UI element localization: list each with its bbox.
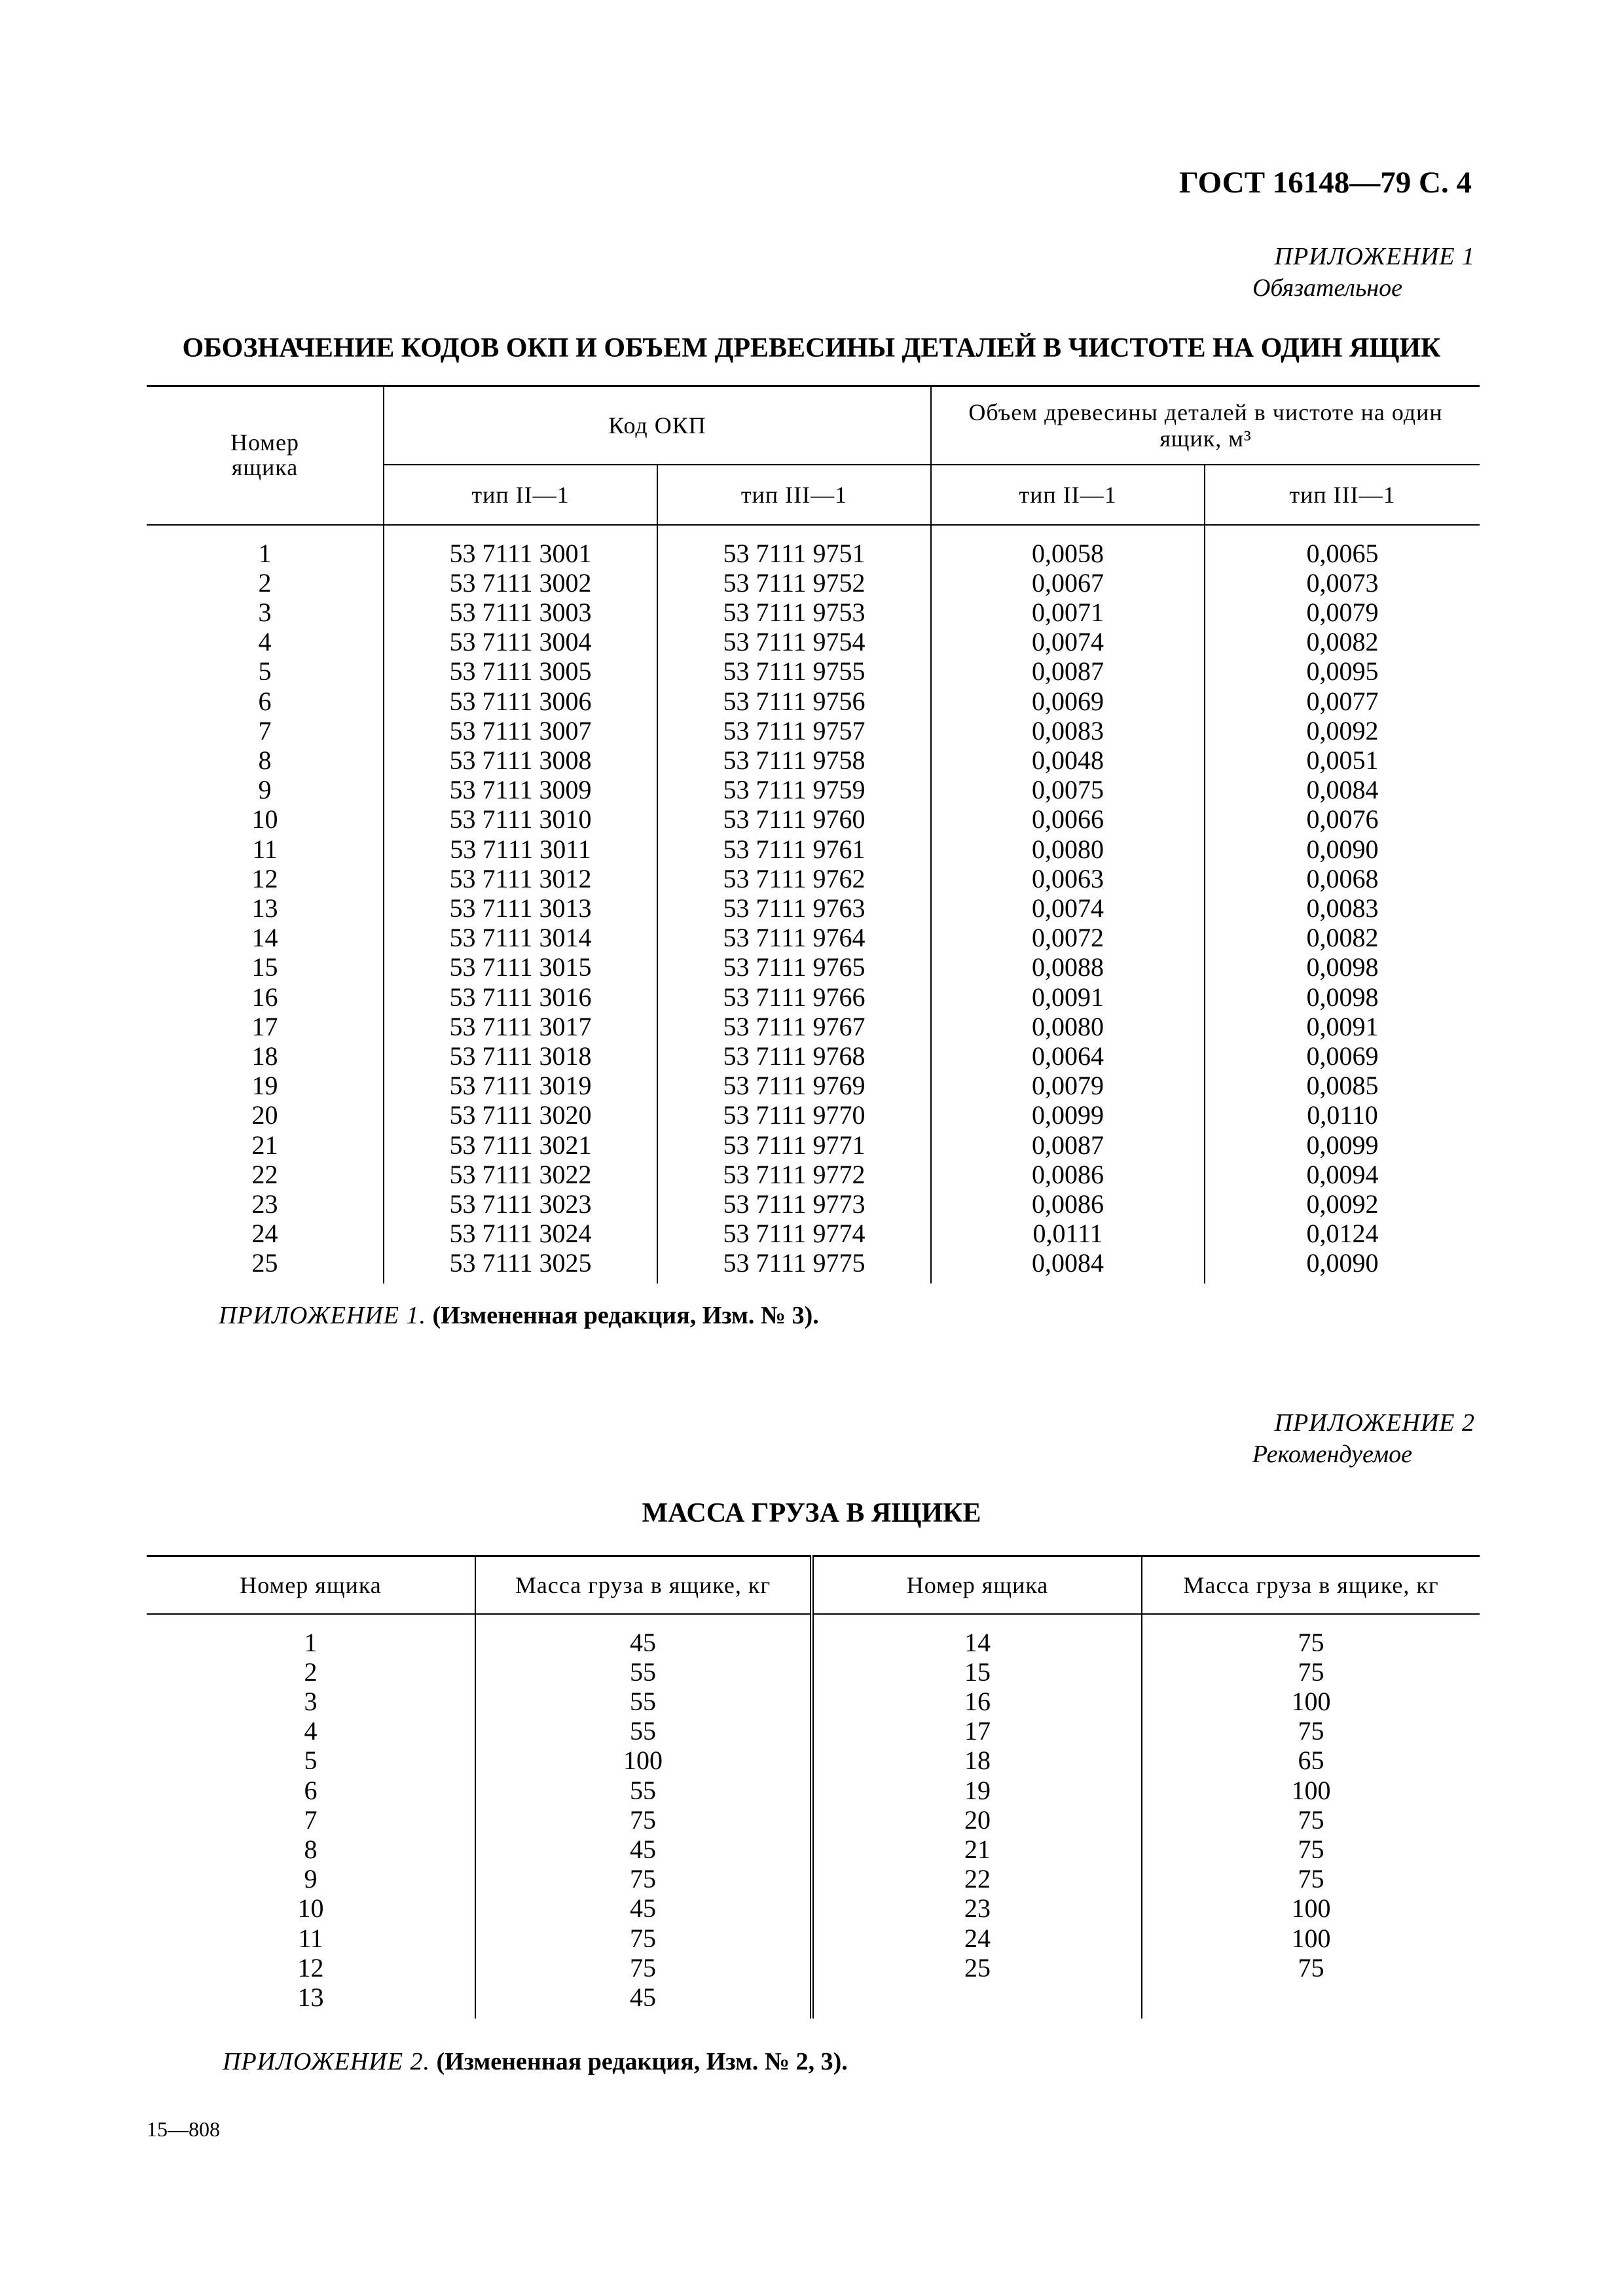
table-cell: 9 — [304, 1864, 318, 1894]
header-volume-type-ii: тип II—1 — [931, 465, 1205, 525]
table-cell: 0,0067 — [1032, 567, 1104, 598]
table-cell: 15 — [964, 1657, 991, 1687]
table-cell: 0,0088 — [1032, 952, 1104, 982]
table-cell: 0,0110 — [1307, 1100, 1378, 1130]
table-cell: 5 — [258, 656, 272, 687]
table-cell: 20 — [251, 1100, 278, 1130]
table-cell: 53 7111 9755 — [723, 656, 866, 687]
header-okp-type-iii: тип III—1 — [657, 465, 931, 525]
table-cell: 53 7111 9766 — [723, 982, 866, 1012]
table-cell: 45 — [630, 1627, 656, 1657]
table-cell: 0,0072 — [1032, 923, 1104, 953]
table-cell: 0,0111 — [1032, 1219, 1103, 1249]
table-cell: 15 — [251, 952, 278, 982]
okp-codes-table — [147, 385, 1480, 1283]
table-cell: 53 7111 3015 — [449, 952, 592, 982]
table-cell: 0,0090 — [1306, 834, 1379, 864]
appendix1-revision-note: ПРИЛОЖЕНИЕ 1. (Измененная редакция, Изм. № 3). — [219, 1302, 819, 1329]
table-cell: 9 — [258, 775, 272, 805]
table-cell: 12 — [297, 1952, 324, 1982]
table-cell: 53 7111 3022 — [449, 1159, 592, 1189]
table-cell: 53 7111 9767 — [723, 1011, 866, 1041]
table-cell: 55 — [630, 1686, 656, 1716]
table-cell: 11 — [252, 834, 278, 864]
table-cell: 53 7111 9765 — [723, 952, 866, 982]
table-cell: 100 — [1291, 1686, 1331, 1716]
header-mass-right: Масса груза в ящике, кг — [1142, 1556, 1480, 1614]
col-masses-right — [1142, 1614, 1480, 2019]
table-cell: 53 7111 9763 — [723, 893, 866, 923]
table-cell: 1 — [258, 538, 272, 568]
table-cell: 7 — [304, 1804, 318, 1835]
table-cell: 17 — [251, 1011, 278, 1041]
table-cell: 75 — [1298, 1627, 1324, 1657]
table-cell: 53 7111 9758 — [723, 745, 866, 775]
col-masses-left — [475, 1614, 812, 2019]
table-cell: 0,0091 — [1306, 1011, 1379, 1041]
header-box-number-left: Номер ящика — [147, 1556, 475, 1614]
table-cell: 53 7111 9756 — [723, 686, 866, 716]
table-cell: 100 — [1291, 1893, 1331, 1924]
table-cell: 25 — [964, 1952, 991, 1982]
table-cell: 75 — [1298, 1716, 1324, 1746]
header-okp-code: Код ОКП — [384, 386, 931, 465]
table-cell: 0,0076 — [1306, 804, 1379, 834]
table-cell: 53 7111 9759 — [723, 775, 866, 805]
table-cell: 14 — [964, 1627, 991, 1657]
table-cell: 0,0095 — [1306, 656, 1379, 687]
page-code-footer: 15—808 — [147, 2117, 220, 2141]
table-cell: 0,0092 — [1306, 715, 1379, 745]
table-cell: 53 7111 3017 — [449, 1011, 592, 1041]
header-box-number: Номер ящика — [147, 386, 384, 525]
table-cell: 45 — [630, 1893, 656, 1924]
table-cell: 53 7111 9770 — [723, 1100, 866, 1130]
table-cell: 0,0065 — [1306, 538, 1379, 568]
table-cell: 14 — [251, 923, 278, 953]
appendix1-title: ПРИЛОЖЕНИЕ 1 — [1274, 243, 1475, 270]
table-cell: 53 7111 3003 — [449, 597, 592, 627]
table-cell: 0,0080 — [1032, 834, 1104, 864]
table-cell: 53 7111 9761 — [723, 834, 866, 864]
table-cell: 0,0077 — [1306, 686, 1379, 716]
table-cell: 21 — [251, 1130, 278, 1160]
col-box-numbers-left — [147, 1614, 475, 2019]
table-cell: 7 — [258, 715, 272, 745]
col-box-numbers-right — [812, 1614, 1142, 2019]
table-cell: 5 — [304, 1746, 318, 1776]
table-cell: 0,0079 — [1306, 597, 1379, 627]
table-cell: 22 — [251, 1159, 278, 1189]
table-cell: 53 7111 9764 — [723, 923, 866, 953]
appendix2-title: ПРИЛОЖЕНИЕ 2 — [1274, 1409, 1475, 1437]
table-cell: 12 — [251, 863, 278, 893]
table-cell: 53 7111 3008 — [449, 745, 592, 775]
table-cell: 75 — [630, 1804, 656, 1835]
table-cell: 13 — [251, 893, 278, 923]
table-cell: 3 — [304, 1686, 318, 1716]
table-cell: 53 7111 3013 — [449, 893, 592, 923]
col-okp-type-ii — [384, 525, 657, 1283]
table-cell: 24 — [964, 1923, 991, 1953]
table-cell: 2 — [258, 567, 272, 598]
header-volume-type-iii: тип III—1 — [1205, 465, 1480, 525]
table-cell: 0,0069 — [1032, 686, 1104, 716]
table-cell: 0,0084 — [1032, 1248, 1104, 1278]
table-cell: 53 7111 9757 — [723, 715, 866, 745]
table-cell: 4 — [304, 1716, 318, 1746]
table-cell: 0,0080 — [1032, 1011, 1104, 1041]
table-cell: 0,0073 — [1306, 567, 1379, 598]
table-cell: 53 7111 3002 — [449, 567, 592, 598]
table-cell: 0,0092 — [1306, 1189, 1379, 1219]
table-cell: 75 — [1298, 1804, 1324, 1835]
table-cell: 100 — [1291, 1775, 1331, 1805]
col-volume-type-iii — [1205, 525, 1480, 1283]
table-cell: 75 — [1298, 1657, 1324, 1687]
table-cell: 55 — [630, 1657, 656, 1687]
table-cell: 0,0090 — [1306, 1248, 1379, 1278]
table-cell: 53 7111 9775 — [723, 1248, 866, 1278]
table-cell: 53 7111 3025 — [449, 1248, 592, 1278]
table-cell: 53 7111 9752 — [723, 567, 866, 598]
table-cell: 0,0074 — [1032, 893, 1104, 923]
table-cell: 17 — [964, 1716, 991, 1746]
table-cell: 53 7111 9762 — [723, 863, 866, 893]
table-cell: 45 — [630, 1834, 656, 1864]
table-cell: 53 7111 9773 — [723, 1189, 866, 1219]
appendix2-revision-note: ПРИЛОЖЕНИЕ 2. (Измененная редакция, Изм. № 2, 3). — [223, 2048, 848, 2075]
table-cell: 0,0075 — [1032, 775, 1104, 805]
table-cell: 53 7111 3009 — [449, 775, 592, 805]
table-cell: 75 — [1298, 1864, 1324, 1894]
table-cell: 0,0085 — [1306, 1071, 1379, 1101]
table-cell: 53 7111 3001 — [449, 538, 592, 568]
table-cell: 20 — [964, 1804, 991, 1835]
table-cell: 53 7111 3007 — [449, 715, 592, 745]
table-cell: 16 — [964, 1686, 991, 1716]
table-cell: 53 7111 3012 — [449, 863, 592, 893]
table-cell: 0,0098 — [1306, 952, 1379, 982]
table-cell: 53 7111 9751 — [723, 538, 866, 568]
table-cell: 53 7111 9760 — [723, 804, 866, 834]
table-cell: 55 — [630, 1775, 656, 1805]
table-cell: 53 7111 3006 — [449, 686, 592, 716]
table-cell: 53 7111 9768 — [723, 1041, 866, 1071]
table-cell: 0,0091 — [1032, 982, 1104, 1012]
table-cell: 21 — [964, 1834, 991, 1864]
table-cell: 53 7111 9754 — [723, 627, 866, 657]
table-cell: 53 7111 3005 — [449, 656, 592, 687]
table-cell: 55 — [630, 1716, 656, 1746]
table-cell: 10 — [297, 1893, 324, 1924]
table-cell: 53 7111 3011 — [450, 834, 591, 864]
table-cell: 75 — [630, 1923, 656, 1953]
table-cell: 0,0083 — [1306, 893, 1379, 923]
header-mass-left: Масса груза в ящике, кг — [475, 1556, 812, 1614]
table-cell: 100 — [623, 1746, 663, 1776]
table-cell: 53 7111 3004 — [449, 627, 592, 657]
table-cell: 75 — [1298, 1952, 1324, 1982]
table-cell: 8 — [304, 1834, 318, 1864]
cargo-mass-table — [147, 1555, 1480, 2018]
header-okp-type-ii: тип II—1 — [384, 465, 657, 525]
table-cell: 0,0068 — [1306, 863, 1379, 893]
table-cell: 0,0098 — [1306, 982, 1379, 1012]
table-cell: 24 — [251, 1219, 278, 1249]
table-cell: 53 7111 9772 — [723, 1159, 866, 1189]
table-cell: 53 7111 3024 — [449, 1219, 592, 1249]
table-cell: 0,0082 — [1306, 627, 1379, 657]
table-cell: 4 — [258, 627, 272, 657]
table-cell: 75 — [1298, 1834, 1324, 1864]
table-cell: 0,0099 — [1032, 1100, 1104, 1130]
col-box-numbers — [147, 525, 384, 1283]
table-cell: 6 — [304, 1775, 318, 1805]
table-cell: 65 — [1298, 1746, 1324, 1776]
table-cell: 23 — [964, 1893, 991, 1924]
table-cell: 0,0063 — [1032, 863, 1104, 893]
table-cell: 0,0087 — [1032, 1130, 1104, 1160]
table-cell: 0,0074 — [1032, 627, 1104, 657]
table-cell: 19 — [964, 1775, 991, 1805]
table-cell: 0,0071 — [1032, 597, 1104, 627]
table-cell: 6 — [258, 686, 272, 716]
table-cell: 0,0082 — [1306, 923, 1379, 953]
table-cell: 0,0086 — [1032, 1189, 1104, 1219]
table-cell: 23 — [251, 1189, 278, 1219]
table-cell: 3 — [258, 597, 272, 627]
appendix2-table-title: МАССА ГРУЗА В ЯЩИКЕ — [642, 1498, 981, 1528]
table-cell: 0,0058 — [1032, 538, 1104, 568]
table-cell: 0,0064 — [1032, 1041, 1104, 1071]
table-cell: 0,0083 — [1032, 715, 1104, 745]
doc-code-header: ГОСТ 16148—79 С. 4 — [1178, 166, 1472, 200]
table-cell: 53 7111 3023 — [449, 1189, 592, 1219]
table-cell: 0,0094 — [1306, 1159, 1379, 1189]
table-cell: 2 — [304, 1657, 318, 1687]
table-cell: 100 — [1291, 1923, 1331, 1953]
table-cell: 53 7111 3014 — [449, 923, 592, 953]
header-volume: Объем древесины деталей в чистоте на один ящик, м³ — [931, 386, 1480, 465]
table-cell: 0,0069 — [1306, 1041, 1379, 1071]
table-cell: 53 7111 3018 — [449, 1041, 592, 1071]
table-cell: 75 — [630, 1864, 656, 1894]
table-cell: 53 7111 3019 — [449, 1071, 592, 1101]
table-cell: 45 — [630, 1982, 656, 2012]
table-cell: 0,0079 — [1032, 1071, 1104, 1101]
table-cell: 18 — [964, 1746, 991, 1776]
table-cell: 0,0066 — [1032, 804, 1104, 834]
table-cell: 8 — [258, 745, 272, 775]
table-cell: 0,0087 — [1032, 656, 1104, 687]
table-cell: 1 — [304, 1627, 318, 1657]
table-cell: 18 — [251, 1041, 278, 1071]
table-cell: 0,0051 — [1306, 745, 1379, 775]
table-cell: 13 — [297, 1982, 324, 2012]
appendix1-status: Обязательное — [1252, 274, 1402, 302]
table-cell: 53 7111 9771 — [723, 1130, 866, 1160]
table-cell: 0,0124 — [1306, 1219, 1379, 1249]
table-cell: 22 — [964, 1864, 991, 1894]
table-cell: 53 7111 9753 — [723, 597, 866, 627]
table-cell: 16 — [251, 982, 278, 1012]
table-cell: 53 7111 3016 — [449, 982, 592, 1012]
col-okp-type-iii — [657, 525, 931, 1283]
table-cell: 0,0048 — [1032, 745, 1104, 775]
table-cell: 53 7111 9774 — [723, 1219, 866, 1249]
table-cell: 0,0099 — [1306, 1130, 1379, 1160]
table-cell: 53 7111 3020 — [449, 1100, 592, 1130]
table-cell: 25 — [251, 1248, 278, 1278]
table-cell: 53 7111 3010 — [449, 804, 592, 834]
table-cell: 19 — [251, 1071, 278, 1101]
table-cell: 53 7111 3021 — [449, 1130, 592, 1160]
table-cell: 0,0084 — [1306, 775, 1379, 805]
table-cell: 10 — [251, 804, 278, 834]
table-cell: 75 — [630, 1952, 656, 1982]
table-cell: 11 — [298, 1923, 323, 1953]
header-box-number-right: Номер ящика — [812, 1556, 1142, 1614]
appendix1-table-title: ОБОЗНАЧЕНИЕ КОДОВ ОКП И ОБЪЕМ ДРЕВЕСИНЫ ДЕТАЛЕЙ В ЧИСТОТЕ НА ОДИН ЯЩИК — [182, 333, 1441, 363]
col-volume-type-ii — [931, 525, 1205, 1283]
table-cell: 53 7111 9769 — [723, 1071, 866, 1101]
table-cell: 0,0086 — [1032, 1159, 1104, 1189]
appendix2-status: Рекомендуемое — [1252, 1441, 1412, 1468]
